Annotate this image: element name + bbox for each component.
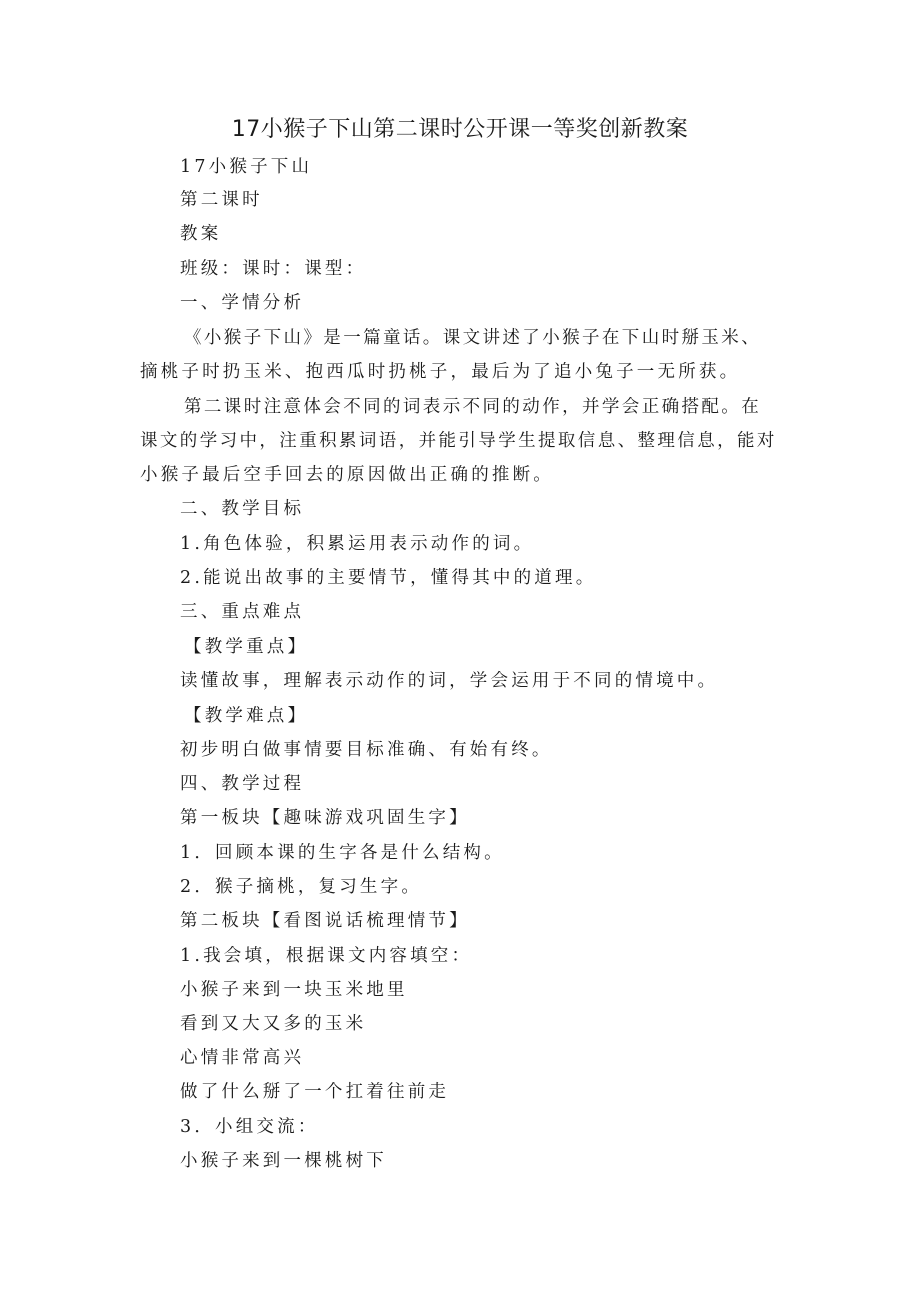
lesson-period: 第二课时 bbox=[180, 190, 263, 210]
document-title: 17小猴子下山第二课时公开课一等奖创新教案 bbox=[231, 117, 689, 142]
step-item: 1．回顾本课的生字各是什么结构。 bbox=[180, 843, 505, 863]
goal-item: 2.能说出故事的主要情节，懂得其中的道理。 bbox=[180, 568, 597, 588]
block-heading: 第二板块【看图说话梳理情节】 bbox=[180, 911, 470, 931]
lesson-name: 17小猴子下山 bbox=[180, 157, 313, 177]
paragraph-line: 小猴子最后空手回去的原因做出正确的推断。 bbox=[140, 465, 554, 485]
difficulty-text: 初步明白做事情要目标准确、有始有终。 bbox=[180, 740, 553, 760]
subheading-key-point: 【教学重点】 bbox=[184, 637, 309, 657]
fill-line: 小猴子来到一棵桃树下 bbox=[180, 1151, 387, 1171]
section-heading-3: 三、重点难点 bbox=[180, 602, 305, 622]
key-point-text: 读懂故事，理解表示动作的词，学会运用于不同的情境中。 bbox=[180, 671, 719, 691]
block-heading: 第一板块【趣味游戏巩固生字】 bbox=[180, 808, 470, 828]
paragraph-line: 摘桃子时扔玉米、抱西瓜时扔桃子，最后为了追小兔子一无所获。 bbox=[140, 362, 741, 382]
section-heading-2: 二、教学目标 bbox=[180, 499, 305, 519]
fill-line: 小猴子来到一块玉米地里 bbox=[180, 980, 408, 1000]
paragraph-line: 第二课时注意体会不同的词表示不同的动作，并学会正确搭配。在 bbox=[184, 397, 762, 417]
fill-line: 心情非常高兴 bbox=[180, 1048, 305, 1068]
fill-line: 看到又大又多的玉米 bbox=[180, 1014, 367, 1034]
goal-item: 1.角色体验，积累运用表示动作的词。 bbox=[180, 534, 535, 554]
doc-type: 教案 bbox=[180, 224, 222, 244]
paragraph-line: 课文的学习中，注重积累词语，并能引导学生提取信息、整理信息，能对 bbox=[140, 431, 777, 451]
fill-line: 做了什么掰了一个扛着往前走 bbox=[180, 1082, 450, 1102]
step-item: 3．小组交流： bbox=[180, 1117, 319, 1137]
section-heading-4: 四、教学过程 bbox=[180, 774, 305, 794]
paragraph-line: 《小猴子下山》是一篇童话。课文讲述了小猴子在下山时掰玉米、 bbox=[184, 328, 762, 348]
section-heading-1: 一、学情分析 bbox=[180, 293, 305, 313]
step-item: 1.我会填，根据课文内容填空： bbox=[180, 946, 473, 966]
class-info: 班级：课时：课型： bbox=[180, 259, 367, 279]
subheading-difficulty: 【教学难点】 bbox=[184, 706, 309, 726]
step-item: 2．猴子摘桃，复习生字。 bbox=[180, 877, 423, 897]
